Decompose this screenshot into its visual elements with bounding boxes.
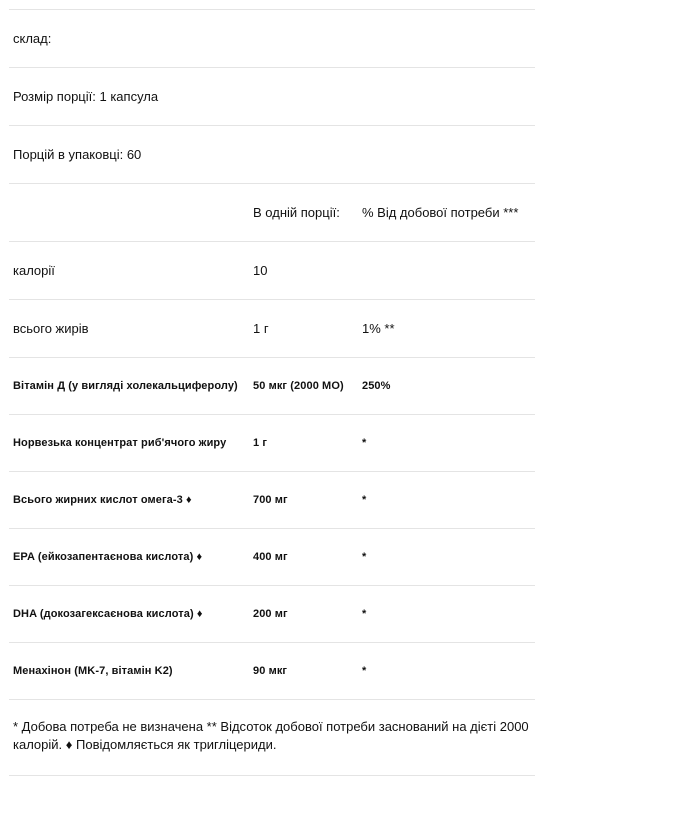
nutrient-name: калорії bbox=[13, 263, 55, 278]
nutrient-daily-value: * bbox=[362, 494, 367, 506]
nutrient-amount: 400 мг bbox=[253, 551, 288, 563]
nutrient-name: Всього жирних кислот омега-3 ♦ bbox=[13, 494, 192, 506]
supplement-facts-table bbox=[9, 9, 535, 776]
column-header-row bbox=[9, 184, 535, 242]
composition-heading-row bbox=[9, 10, 535, 68]
table-row bbox=[9, 529, 535, 586]
table-row bbox=[9, 242, 535, 300]
nutrient-daily-value: * bbox=[362, 551, 367, 563]
nutrient-amount: 1 г bbox=[253, 321, 269, 336]
table-row bbox=[9, 472, 535, 529]
column-header-per-serving: В одній порції: bbox=[253, 205, 340, 220]
nutrient-daily-value: 250% bbox=[362, 380, 391, 392]
nutrient-amount: 700 мг bbox=[253, 494, 288, 506]
nutrient-name: всього жирів bbox=[13, 321, 89, 336]
serving-size-row bbox=[9, 68, 535, 126]
column-header-daily-value: % Від добової потреби *** bbox=[362, 205, 519, 220]
table-row bbox=[9, 643, 535, 700]
nutrient-daily-value: * bbox=[362, 665, 367, 677]
servings-per-container-row bbox=[9, 126, 535, 184]
footnote-text: * Добова потреба не визначена ** Відсоток добової потреби заснований на дієті 2000 калорій. ♦ Повідомляється як тригліцериди. bbox=[13, 719, 529, 752]
nutrient-daily-value: * bbox=[362, 608, 367, 620]
nutrient-amount: 1 г bbox=[253, 437, 268, 449]
table-row bbox=[9, 415, 535, 472]
servings-per-container: Порцій в упаковці: 60 bbox=[13, 147, 142, 162]
table-row bbox=[9, 358, 535, 415]
nutrient-daily-value: 1% ** bbox=[362, 321, 395, 336]
nutrient-amount: 50 мкг (2000 МО) bbox=[253, 380, 344, 392]
nutrient-name: EPA (ейкозапентаєнова кислота) ♦ bbox=[13, 551, 203, 563]
nutrient-amount: 90 мкг bbox=[253, 665, 288, 677]
table-row bbox=[9, 300, 535, 358]
serving-size: Розмір порції: 1 капсула bbox=[13, 89, 159, 104]
nutrient-name: Норвезька концентрат риб'ячого жиру bbox=[13, 437, 227, 449]
nutrient-name: Менахінон (MK-7, вітамін K2) bbox=[13, 665, 173, 677]
nutrient-amount: 200 мг bbox=[253, 608, 288, 620]
nutrient-daily-value: * bbox=[362, 437, 367, 449]
footnote-row bbox=[9, 700, 535, 776]
nutrient-name: DHA (докозагексаєнова кислота) ♦ bbox=[13, 608, 203, 620]
nutrient-amount: 10 bbox=[253, 263, 268, 278]
composition-heading: склад: bbox=[13, 31, 52, 46]
nutrient-name: Вітамін Д (у вигляді холекальциферолу) bbox=[13, 380, 238, 392]
table-row bbox=[9, 586, 535, 643]
